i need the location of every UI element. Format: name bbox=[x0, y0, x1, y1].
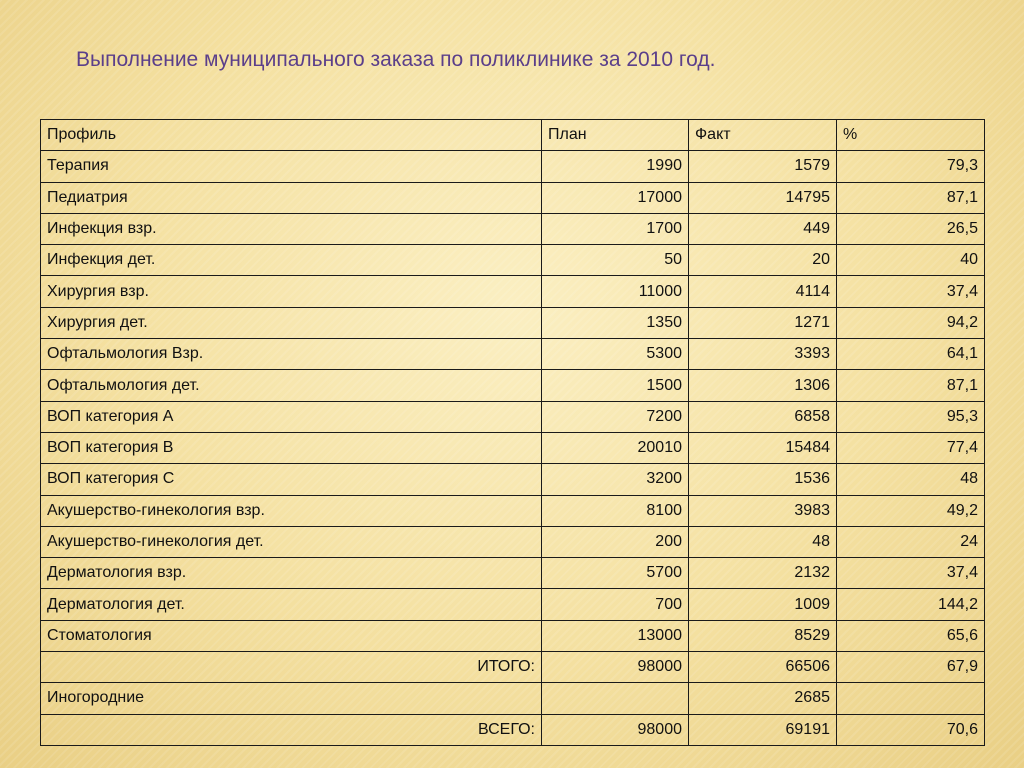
total-fact: 69191 bbox=[689, 714, 837, 745]
cell-profile: Инфекция дет. bbox=[41, 245, 542, 276]
cell-percent: 77,4 bbox=[837, 432, 985, 463]
table-row bbox=[41, 526, 985, 557]
table-row bbox=[41, 245, 985, 276]
table-row bbox=[41, 464, 985, 495]
cell-percent: 40 bbox=[837, 245, 985, 276]
cell-plan: 1700 bbox=[542, 213, 689, 244]
cell-profile: Акушерство-гинекология взр. bbox=[41, 495, 542, 526]
cell-plan: 50 bbox=[542, 245, 689, 276]
table-row bbox=[41, 495, 985, 526]
cell-plan: 17000 bbox=[542, 182, 689, 213]
table-row bbox=[41, 182, 985, 213]
cell-percent: 49,2 bbox=[837, 495, 985, 526]
nonresident-fact: 2685 bbox=[689, 683, 837, 714]
cell-fact: 15484 bbox=[689, 432, 837, 463]
cell-fact: 3983 bbox=[689, 495, 837, 526]
subtotal-fact: 66506 bbox=[689, 652, 837, 683]
header-profile: Профиль bbox=[41, 120, 542, 151]
cell-fact: 3393 bbox=[689, 339, 837, 370]
order-table-container bbox=[40, 119, 986, 746]
cell-fact: 1271 bbox=[689, 307, 837, 338]
table-row bbox=[41, 620, 985, 651]
table-row bbox=[41, 213, 985, 244]
cell-fact: 2132 bbox=[689, 558, 837, 589]
table-row bbox=[41, 401, 985, 432]
cell-percent: 64,1 bbox=[837, 339, 985, 370]
subtotal-row bbox=[41, 652, 985, 683]
cell-profile: Стоматология bbox=[41, 620, 542, 651]
cell-plan: 3200 bbox=[542, 464, 689, 495]
table-row bbox=[41, 432, 985, 463]
cell-fact: 1009 bbox=[689, 589, 837, 620]
cell-percent: 65,6 bbox=[837, 620, 985, 651]
municipal-order-table bbox=[40, 119, 985, 746]
nonresident-label: Иногородние bbox=[41, 683, 542, 714]
cell-percent: 26,5 bbox=[837, 213, 985, 244]
table-row bbox=[41, 589, 985, 620]
cell-plan: 1350 bbox=[542, 307, 689, 338]
table-row bbox=[41, 558, 985, 589]
table-row bbox=[41, 339, 985, 370]
cell-plan: 7200 bbox=[542, 401, 689, 432]
cell-fact: 14795 bbox=[689, 182, 837, 213]
cell-fact: 20 bbox=[689, 245, 837, 276]
cell-fact: 1536 bbox=[689, 464, 837, 495]
cell-plan: 5700 bbox=[542, 558, 689, 589]
table-header-row bbox=[41, 120, 985, 151]
total-plan: 98000 bbox=[542, 714, 689, 745]
cell-fact: 6858 bbox=[689, 401, 837, 432]
cell-percent: 94,2 bbox=[837, 307, 985, 338]
cell-profile: Офтальмология Взр. bbox=[41, 339, 542, 370]
cell-profile: ВОП категория С bbox=[41, 464, 542, 495]
nonresident-row bbox=[41, 683, 985, 714]
subtotal-percent: 67,9 bbox=[837, 652, 985, 683]
cell-profile: Хирургия дет. bbox=[41, 307, 542, 338]
header-fact: Факт bbox=[689, 120, 837, 151]
subtotal-plan: 98000 bbox=[542, 652, 689, 683]
cell-percent: 24 bbox=[837, 526, 985, 557]
cell-plan: 8100 bbox=[542, 495, 689, 526]
cell-profile: Хирургия взр. bbox=[41, 276, 542, 307]
cell-fact: 48 bbox=[689, 526, 837, 557]
cell-percent: 37,4 bbox=[837, 276, 985, 307]
cell-profile: Дерматология взр. bbox=[41, 558, 542, 589]
cell-percent: 87,1 bbox=[837, 370, 985, 401]
cell-plan: 200 bbox=[542, 526, 689, 557]
cell-fact: 449 bbox=[689, 213, 837, 244]
header-percent: % bbox=[837, 120, 985, 151]
cell-fact: 1579 bbox=[689, 151, 837, 182]
total-row bbox=[41, 714, 985, 745]
cell-percent: 79,3 bbox=[837, 151, 985, 182]
cell-profile: Офтальмология дет. bbox=[41, 370, 542, 401]
cell-percent: 37,4 bbox=[837, 558, 985, 589]
table-row bbox=[41, 276, 985, 307]
cell-plan: 13000 bbox=[542, 620, 689, 651]
cell-percent: 48 bbox=[837, 464, 985, 495]
cell-profile: Педиатрия bbox=[41, 182, 542, 213]
cell-profile: Дерматология дет. bbox=[41, 589, 542, 620]
header-plan: План bbox=[542, 120, 689, 151]
cell-plan: 1990 bbox=[542, 151, 689, 182]
table-row bbox=[41, 151, 985, 182]
table-row bbox=[41, 370, 985, 401]
cell-plan: 20010 bbox=[542, 432, 689, 463]
cell-fact: 1306 bbox=[689, 370, 837, 401]
cell-plan: 700 bbox=[542, 589, 689, 620]
cell-profile: ВОП категория В bbox=[41, 432, 542, 463]
total-percent: 70,6 bbox=[837, 714, 985, 745]
cell-plan: 1500 bbox=[542, 370, 689, 401]
cell-profile: Акушерство-гинекология дет. bbox=[41, 526, 542, 557]
cell-profile: Инфекция взр. bbox=[41, 213, 542, 244]
table-row bbox=[41, 307, 985, 338]
nonresident-plan bbox=[542, 683, 689, 714]
total-label: ВСЕГО: bbox=[41, 714, 542, 745]
nonresident-percent bbox=[837, 683, 985, 714]
cell-plan: 5300 bbox=[542, 339, 689, 370]
cell-fact: 4114 bbox=[689, 276, 837, 307]
cell-percent: 95,3 bbox=[837, 401, 985, 432]
cell-percent: 144,2 bbox=[837, 589, 985, 620]
cell-plan: 11000 bbox=[542, 276, 689, 307]
subtotal-label: ИТОГО: bbox=[41, 652, 542, 683]
cell-fact: 8529 bbox=[689, 620, 837, 651]
slide-title: Выполнение муниципального заказа по поликлинике за 2010 год. bbox=[76, 48, 716, 71]
cell-profile: ВОП категория А bbox=[41, 401, 542, 432]
cell-percent: 87,1 bbox=[837, 182, 985, 213]
cell-profile: Терапия bbox=[41, 151, 542, 182]
